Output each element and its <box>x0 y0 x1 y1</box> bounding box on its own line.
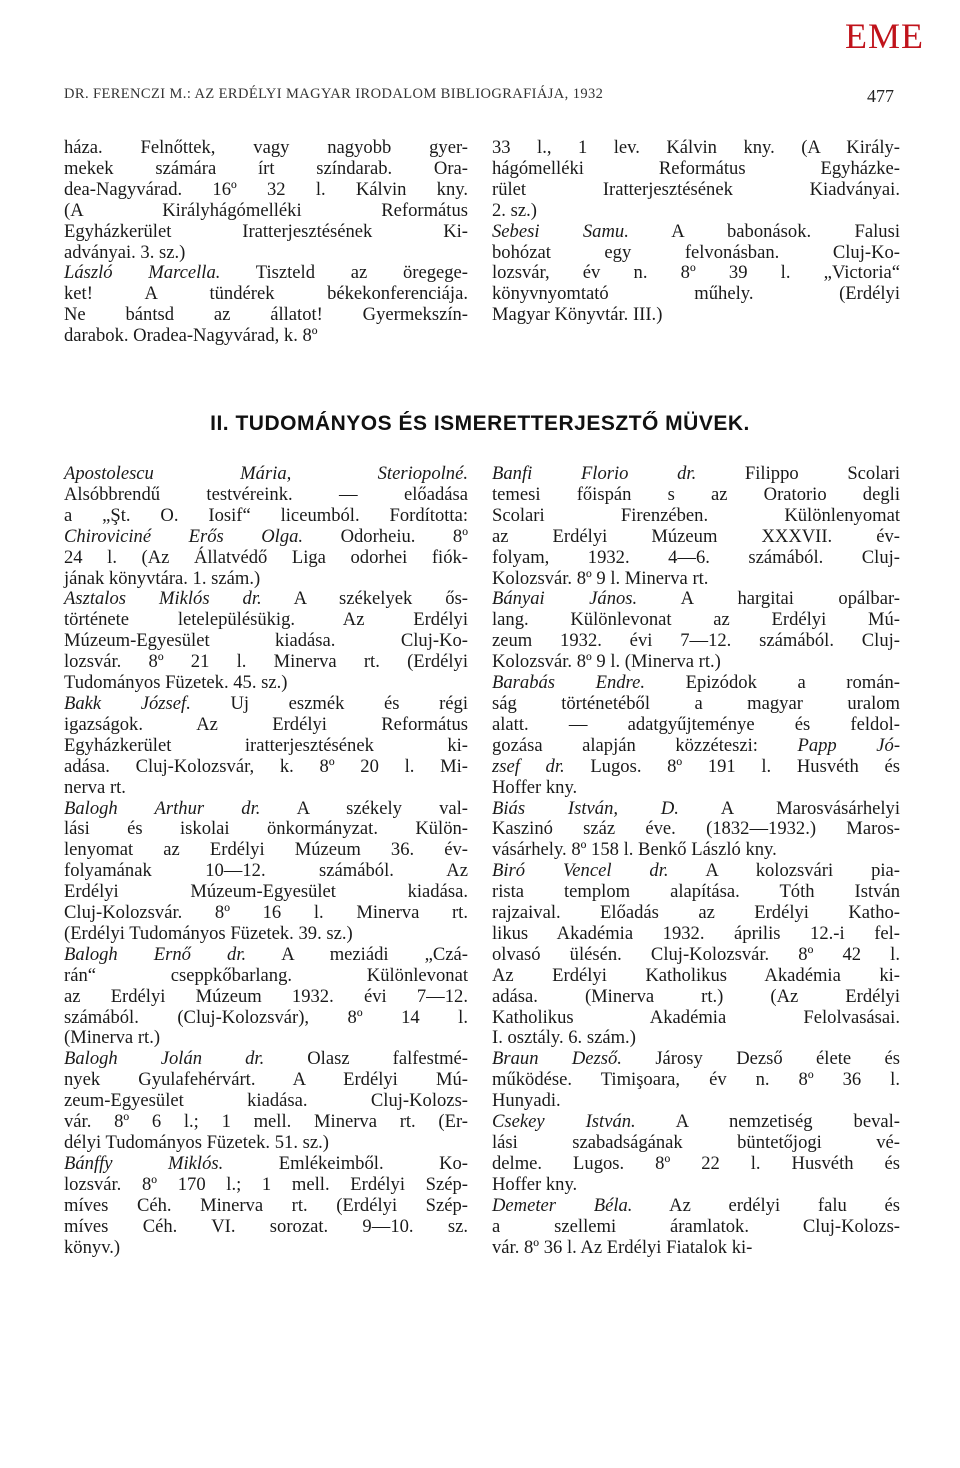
bibliography-entry <box>492 1049 900 1112</box>
text-line <box>492 945 900 966</box>
text-line <box>492 1238 900 1259</box>
text-segment: alatt. — adatgyűjteménye és feldol- <box>492 713 900 735</box>
bibliography-entry <box>492 799 900 862</box>
bibliography-entry <box>492 673 900 798</box>
text-segment: Biás István, D. <box>492 797 679 819</box>
text-segment: Hunyadi. <box>492 1090 561 1112</box>
text-segment: zeum-Egyesület kiadása. Cluj-Kolozs- <box>64 1090 468 1112</box>
text-segment: lozsvár. 8º 170 l.; 1 mell. Erdélyi Szép- <box>64 1173 468 1195</box>
text-segment: igazságok. Az Erdélyi Református <box>64 713 468 735</box>
text-segment: rület Iratterjesztésének Kiadványai. <box>492 178 900 200</box>
text-segment: (Minerva rt.) <box>64 1027 161 1049</box>
text-segment: A nemzetiség beval- <box>635 1111 900 1133</box>
text-line <box>64 1217 468 1238</box>
text-segment: A babonások. Falusi <box>628 220 901 242</box>
text-segment: dea-Nagyvárad. 16º 32 l. Kálvin kny. <box>64 178 468 200</box>
text-line <box>492 548 900 569</box>
text-segment: Ne bántsd az állatot! Gyermekszín- <box>64 304 468 326</box>
text-segment: folyam, 1932. 4—6. számából. Cluj- <box>492 546 900 568</box>
text-segment: az Erdélyi Múzeum 1932. évi 7—12. <box>64 985 468 1007</box>
text-line <box>64 485 468 506</box>
bibliography-entry <box>64 694 468 799</box>
text-line <box>492 799 900 820</box>
text-segment: Balogh Arthur dr. <box>64 797 261 819</box>
text-segment: Alsóbbrendű testvéreink. — előadása <box>64 483 468 505</box>
text-segment: a szellemi áramlatok. Cluj-Kolozs- <box>492 1215 900 1237</box>
text-line <box>492 694 900 715</box>
text-segment: folyamának 10—12. számából. Az <box>64 860 468 882</box>
text-line <box>492 673 900 694</box>
text-line <box>64 945 468 966</box>
text-line <box>492 527 900 548</box>
text-segment: likus Akadémia 1932. április 12.-i fel- <box>492 922 900 944</box>
text-segment: László Marcella. <box>64 262 221 284</box>
text-segment: Egyházkerület iratterjesztésének ki- <box>64 734 468 756</box>
text-line <box>64 159 468 180</box>
text-segment: vár. 8º 6 l.; 1 mell. Minerva rt. (Er- <box>64 1111 468 1133</box>
text-line <box>64 799 468 820</box>
text-segment: Bánffy Miklós. <box>64 1152 224 1174</box>
text-segment: jának könyvtára. 1. szám.) <box>64 567 261 589</box>
text-line <box>492 1091 900 1112</box>
text-line <box>64 1112 468 1133</box>
text-segment: adása. Cluj-Kolozsvár, k. 8º 20 l. Mi- <box>64 755 468 777</box>
text-line <box>64 201 468 222</box>
text-segment: Bányai János. <box>492 588 638 610</box>
text-line <box>64 1070 468 1091</box>
text-line <box>492 861 900 882</box>
text-line <box>64 778 468 799</box>
text-line <box>64 736 468 757</box>
text-line <box>492 1070 900 1091</box>
text-segment: (Erdélyi Tudományos Füzetek. 39. sz.) <box>64 922 353 944</box>
text-segment: nyek Gyulafehérvárt. A Erdélyi Mú- <box>64 1069 468 1091</box>
text-segment: Az Erdélyi Katholikus Akadémia ki- <box>492 964 900 986</box>
text-line <box>64 757 468 778</box>
text-line <box>64 243 468 264</box>
text-line <box>64 527 468 548</box>
text-segment: Az erdélyi falu és <box>632 1194 900 1216</box>
text-segment: gozása alapján közzéteszi: <box>492 734 798 756</box>
text-segment: Braun Dezső. <box>492 1048 622 1070</box>
text-line <box>64 882 468 903</box>
text-segment: 24 l. (Az Állatvédő Liga odorhei fiók- <box>64 546 468 568</box>
text-line <box>492 882 900 903</box>
bibliography-entry <box>64 1049 468 1154</box>
text-line <box>492 966 900 987</box>
text-segment: I. osztály. 6. szám.) <box>492 1027 636 1049</box>
text-line <box>64 1008 468 1029</box>
text-line <box>492 138 900 159</box>
text-segment: (A Királyhágómelléki Református <box>64 199 468 221</box>
bottom-left-column <box>64 464 468 1258</box>
text-segment: Kolozsvár. 8º 9 l. (Minerva rt.) <box>492 651 721 673</box>
text-segment: Kolozsvár. 8º 9 l. Minerva rt. <box>492 567 709 589</box>
page-number: 477 <box>867 86 894 106</box>
bibliography-entry <box>492 222 900 327</box>
text-segment: Filippo Scolari <box>696 463 900 484</box>
text-line <box>492 924 900 945</box>
text-segment: Asztalos Miklós dr. <box>64 588 262 610</box>
eme-logo: EME <box>845 16 924 56</box>
text-line <box>64 1154 468 1175</box>
text-segment: Balogh Jolán dr. <box>64 1048 265 1070</box>
text-line <box>492 1008 900 1029</box>
text-segment: hágómelléki Református Egyházke- <box>492 157 900 179</box>
text-line <box>492 159 900 180</box>
text-segment: rista templom alapítása. Tóth István <box>492 881 900 903</box>
bibliography-entry <box>64 945 468 1050</box>
text-segment: A székely val- <box>260 797 468 819</box>
text-segment: A kolozsvári pia- <box>668 860 900 882</box>
text-line <box>64 1091 468 1112</box>
text-segment: rajzaival. Előadás az Erdélyi Katho- <box>492 902 900 924</box>
text-line <box>64 673 468 694</box>
running-header: DR. FERENCZI M.: AZ ERDÉLYI MAGYAR IRODALOM BIBLIOGRAFIÁJA, 1932 <box>64 86 604 102</box>
text-line <box>492 222 900 243</box>
text-segment: nerva rt. <box>64 776 126 798</box>
text-line <box>492 1133 900 1154</box>
bibliography-entry <box>492 861 900 1049</box>
text-line <box>492 569 900 590</box>
text-line <box>492 305 900 326</box>
text-line <box>64 819 468 840</box>
text-segment: Uj eszmék és régi <box>190 692 468 714</box>
text-line <box>64 861 468 882</box>
bibliography-entry <box>64 138 468 263</box>
text-segment: Chiroviciné Erős Olga. <box>64 525 304 547</box>
text-segment: zeum 1932. évi 7—12. számából. Cluj- <box>492 630 900 652</box>
text-segment: ket! A tündérek békekonferenciája. <box>64 283 468 305</box>
text-line <box>492 1154 900 1175</box>
text-line <box>492 589 900 610</box>
text-line <box>64 1049 468 1070</box>
text-segment: mekek számára írt színdarab. Ora- <box>64 157 468 179</box>
bibliography-entry <box>492 589 900 673</box>
text-line <box>64 631 468 652</box>
text-segment: olvasó ülésén. Cluj-Kolozsvár. 8º 42 l. <box>492 943 900 965</box>
text-segment: délyi Tudományos Füzetek. 51. sz.) <box>64 1132 329 1153</box>
text-line <box>492 715 900 736</box>
top-left-column <box>64 138 468 347</box>
text-segment: míves Céh. Minerva rt. (Erdélyi Szép- <box>64 1194 468 1216</box>
text-segment: A székelyek ős- <box>261 588 468 610</box>
text-segment: Scolari Firenzében. Különlenyomat <box>492 504 900 526</box>
text-line <box>492 736 900 757</box>
text-line <box>492 1196 900 1217</box>
text-segment: Banfi Florio dr. <box>492 463 697 484</box>
text-line <box>64 694 468 715</box>
text-segment: ság történetéből a magyar uralom <box>492 692 900 714</box>
text-segment: Egyházkerület Iratterjesztésének Ki- <box>64 220 468 242</box>
text-line <box>492 284 900 305</box>
text-segment: a „Şt. O. Iosif“ liceumból. Fordította: <box>64 504 468 526</box>
text-line <box>64 610 468 631</box>
text-line <box>492 631 900 652</box>
text-segment: Múzeum-Egyesület kiadása. Cluj-Ko- <box>64 630 468 652</box>
text-segment: A meziádi „Czá- <box>246 943 468 965</box>
text-segment: A Marosvásárhelyi <box>678 797 900 819</box>
text-segment: története letelepülésükig. Az Erdélyi <box>64 609 468 631</box>
text-segment: zsef dr. <box>492 755 565 777</box>
text-line <box>492 201 900 222</box>
text-segment: háza. Felnőttek, vagy nagyobb gyer- <box>64 137 468 158</box>
text-segment: darabok. Oradea-Nagyvárad, k. 8º <box>64 325 318 347</box>
text-segment: lenyomat az Erdélyi Múzeum 36. év- <box>64 839 468 861</box>
bibliography-entry <box>64 589 468 694</box>
top-right-column <box>492 138 900 326</box>
text-line <box>64 1238 468 1259</box>
bibliography-entry <box>492 138 900 222</box>
text-segment: vár. 8º 36 l. Az Erdélyi Fiatalok ki- <box>492 1236 753 1258</box>
text-segment: Csekey István. <box>492 1111 636 1133</box>
text-segment: az Erdélyi Múzeum XXXVII. év- <box>492 525 900 547</box>
text-line <box>492 652 900 673</box>
text-line <box>492 1217 900 1238</box>
text-segment: Járosy Dezső élete és <box>621 1048 900 1070</box>
text-line <box>64 284 468 305</box>
text-segment: Biró Vencel dr. <box>492 860 669 882</box>
text-segment: lang. Különlevonat az Erdélyi Mú- <box>492 609 900 631</box>
text-segment: rán“ cseppkőbarlang. Különlevonat <box>64 964 468 986</box>
text-line <box>64 180 468 201</box>
text-line <box>64 966 468 987</box>
bibliography-entry <box>64 1154 468 1259</box>
bibliography-entry <box>492 1112 900 1196</box>
text-segment: bohózat egy felvonásban. Cluj-Ko- <box>492 241 900 263</box>
text-line <box>64 506 468 527</box>
text-segment: Emlékeimből. Ko- <box>223 1152 468 1174</box>
text-line <box>64 464 468 485</box>
text-segment: számából. (Cluj-Kolozsvár), 8º 14 l. <box>64 1006 468 1028</box>
text-segment: könyv.) <box>64 1236 121 1258</box>
text-segment: lási szabadságának büntetőjogi vé- <box>492 1132 900 1153</box>
text-segment: Sebesi Samu. <box>492 220 629 242</box>
text-line <box>64 569 468 590</box>
text-segment: könyvnyomtató műhely. (Erdélyi <box>492 283 900 305</box>
text-line <box>64 222 468 243</box>
text-segment: Epizódok a román- <box>645 672 900 694</box>
text-segment: Balogh Ernő dr. <box>64 943 247 965</box>
text-segment: 33 l., 1 lev. Kálvin kny. (A Király- <box>492 137 900 158</box>
text-segment: Katholikus Akadémia Felolvasásai. <box>492 1006 900 1028</box>
text-line <box>492 180 900 201</box>
text-line <box>492 987 900 1008</box>
text-line <box>64 263 468 284</box>
text-line <box>492 1175 900 1196</box>
text-line <box>492 819 900 840</box>
text-segment: 2. sz.) <box>492 199 537 221</box>
section-title: II. TUDOMÁNYOS ÉS ISMERETTERJESZTŐ MÜVEK. <box>210 412 750 435</box>
text-segment: Barabás Endre. <box>492 672 646 694</box>
text-segment: Magyar Könyvtár. III.) <box>492 304 663 326</box>
text-segment: adványai. 3. sz.) <box>64 241 186 263</box>
text-line <box>64 1133 468 1154</box>
text-segment: Bakk József. <box>64 692 191 714</box>
text-segment: lozsvár, év n. 8º 39 l. „Victoria“ <box>492 262 900 284</box>
bottom-right-column <box>492 464 900 1258</box>
bibliography-entry <box>492 464 900 589</box>
text-line <box>64 1175 468 1196</box>
text-segment: Tiszteld az öregege- <box>220 262 468 284</box>
text-segment: Tudományos Füzetek. 45. sz.) <box>64 672 288 694</box>
text-segment: Lugos. 8º 191 l. Husvéth és <box>564 755 900 777</box>
text-line <box>64 326 468 347</box>
text-segment: Kaszinó száz éve. (1832—1932.) Maros- <box>492 818 900 840</box>
text-line <box>492 263 900 284</box>
text-line <box>64 840 468 861</box>
text-segment: Olasz falfestmé- <box>264 1048 468 1070</box>
text-line <box>64 589 468 610</box>
text-segment: lozsvár. 8º 21 l. Minerva rt. (Erdélyi <box>64 651 468 673</box>
text-line <box>492 1049 900 1070</box>
text-line <box>492 757 900 778</box>
text-segment: Cluj-Kolozsvár. 8º 16 l. Minerva rt. <box>64 902 468 924</box>
text-segment: Erdélyi Múzeum-Egyesület kiadása. <box>64 881 468 903</box>
text-line <box>492 485 900 506</box>
text-segment: adása. (Minerva rt.) (Az Erdélyi <box>492 985 900 1007</box>
text-line <box>492 903 900 924</box>
text-line <box>64 652 468 673</box>
bibliography-entry <box>64 263 468 347</box>
text-segment: vásárhely. 8º 158 l. Benkő László kny. <box>492 839 777 861</box>
bibliography-entry <box>64 464 468 589</box>
text-segment: lási és iskolai önkormányzat. Külön- <box>64 818 468 840</box>
text-line <box>64 924 468 945</box>
text-segment: míves Céh. VI. sorozat. 9—10. sz. <box>64 1215 468 1237</box>
text-line <box>492 243 900 264</box>
text-line <box>492 464 900 485</box>
text-segment: Odorheiu. 8º <box>303 525 468 547</box>
text-line <box>64 987 468 1008</box>
text-line <box>492 1112 900 1133</box>
text-line <box>64 715 468 736</box>
text-segment: temesi főispán s az Oratorio degli <box>492 483 900 505</box>
text-segment: A hargitai opálbar- <box>637 588 900 610</box>
text-segment: Papp Jó- <box>797 734 901 756</box>
text-segment: működése. Timişoara, év n. 8º 36 l. <box>492 1069 900 1091</box>
text-line <box>492 610 900 631</box>
text-line <box>64 138 468 159</box>
text-line <box>64 903 468 924</box>
text-segment: Demeter Béla. <box>492 1194 633 1216</box>
text-line <box>492 506 900 527</box>
text-line <box>64 548 468 569</box>
text-segment: Apostolescu Mária, Steriopolné. <box>64 463 468 484</box>
text-line <box>492 840 900 861</box>
text-line <box>64 305 468 326</box>
text-segment: delme. Lugos. 8º 22 l. Husvéth és <box>492 1152 900 1174</box>
text-line <box>492 778 900 799</box>
text-segment: Hoffer kny. <box>492 1173 578 1195</box>
bibliography-entry <box>64 799 468 945</box>
text-segment: Hoffer kny. <box>492 776 578 798</box>
text-line <box>64 1028 468 1049</box>
text-line <box>492 1028 900 1049</box>
text-line <box>64 1196 468 1217</box>
bibliography-entry <box>492 1196 900 1259</box>
